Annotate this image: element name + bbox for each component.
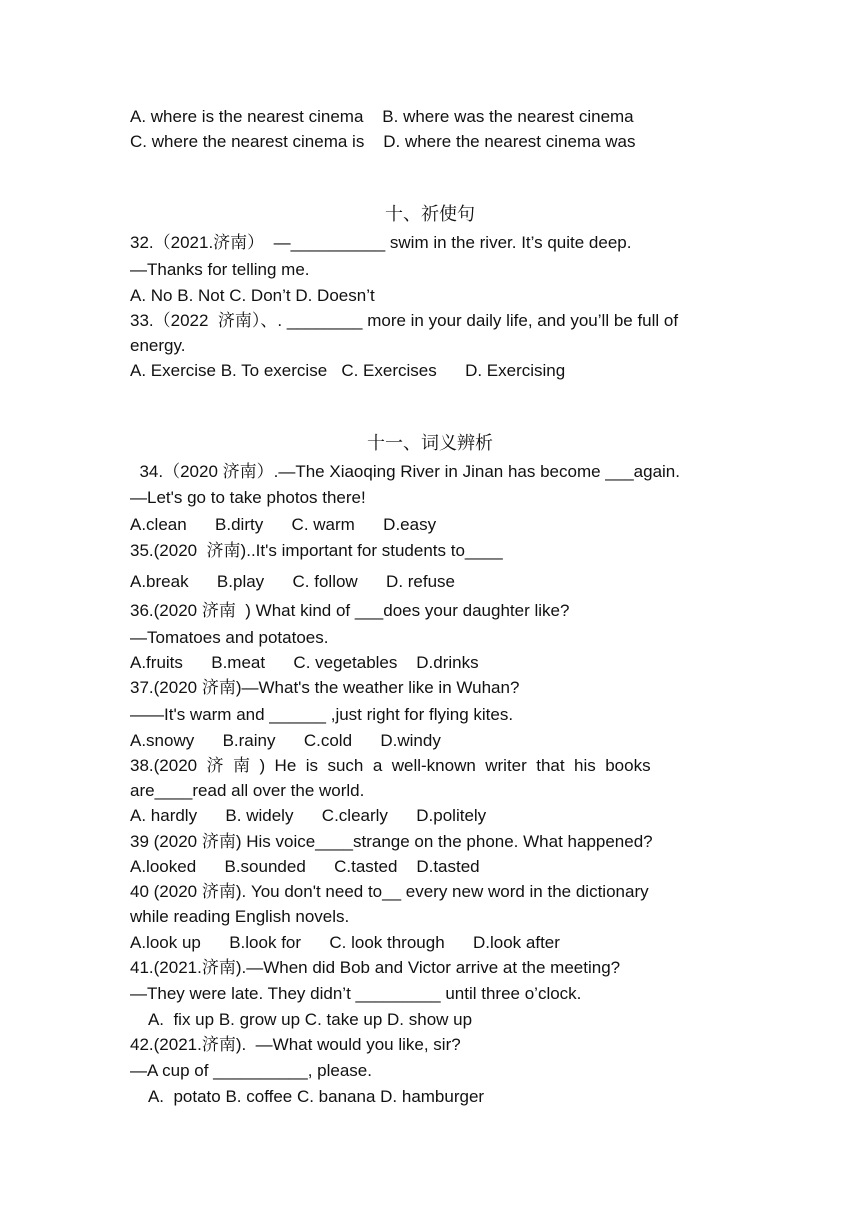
options-line: A. fix up B. grow up C. take up D. show up (130, 1010, 473, 1029)
question-line: 41.(2021.济南).—When did Bob and Victor arrive at the meeting? (130, 958, 621, 977)
section-heading-imperative: 十、祈使句 (385, 204, 475, 225)
options-line: A. hardly B. widely C.clearly D.politely (130, 806, 487, 825)
options-line: A.look up B.look for C. look through D.look after (130, 933, 560, 952)
question-line: 37.(2020 济南)—What's the weather like in Wuhan? (130, 678, 520, 697)
question-line: 32.（2021.济南） —__________ swim in the river. It’s quite deep. (130, 233, 632, 252)
options-line: A. No B. Not C. Don’t D. Doesn’t (130, 286, 375, 305)
question-line: —Thanks for telling me. (130, 260, 310, 279)
question-line: 35.(2020 济南)..It's important for students to____ (130, 541, 503, 560)
question-line: —A cup of __________, please. (130, 1061, 372, 1080)
question-line: 39 (2020 济南) His voice____strange on the phone. What happened? (130, 832, 653, 851)
question-line: —Tomatoes and potatoes. (130, 628, 329, 647)
question-line: 34.（2020 济南）.—The Xiaoqing River in Jinan has become ___again. (130, 462, 680, 481)
question-line: are____read all over the world. (130, 781, 365, 800)
q31-options-cd: C. where the nearest cinema is D. where the nearest cinema was (130, 132, 636, 151)
question-line: 42.(2021.济南). —What would you like, sir? (130, 1035, 461, 1054)
question-line: —They were late. They didn’t _________ until three o’clock. (130, 984, 582, 1003)
section-heading-word-meaning: 十一、词义辨析 (367, 433, 493, 454)
q31-options-ab: A. where is the nearest cinema B. where was the nearest cinema (130, 107, 634, 126)
options-line: A.break B.play C. follow D. refuse (130, 572, 456, 591)
question-line: 40 (2020 济南). You don't need to__ every new word in the dictionary (130, 882, 649, 901)
options-line: A. potato B. coffee C. banana D. hamburger (130, 1087, 485, 1106)
options-line: A. Exercise B. To exercise C. Exercises D. Exercising (130, 361, 566, 380)
options-line: A.clean B.dirty C. warm D.easy (130, 515, 437, 534)
question-line: 33.（2022 济南）、. ________ more in your daily life, and you’ll be full of (130, 311, 679, 330)
question-line: 38.(2020 济 南 ) He is such a well-known writer that his books (130, 756, 651, 775)
question-line: —Let's go to take photos there! (130, 488, 366, 507)
question-line: 36.(2020 济南 ) What kind of ___does your daughter like? (130, 601, 570, 620)
question-line: energy. (130, 336, 186, 355)
question-line: while reading English novels. (130, 907, 350, 926)
question-line: ——It's warm and ______ ,just right for flying kites. (130, 705, 514, 724)
options-line: A.fruits B.meat C. vegetables D.drinks (130, 653, 479, 672)
options-line: A.snowy B.rainy C.cold D.windy (130, 731, 441, 750)
options-line: A.looked B.sounded C.tasted D.tasted (130, 857, 480, 876)
